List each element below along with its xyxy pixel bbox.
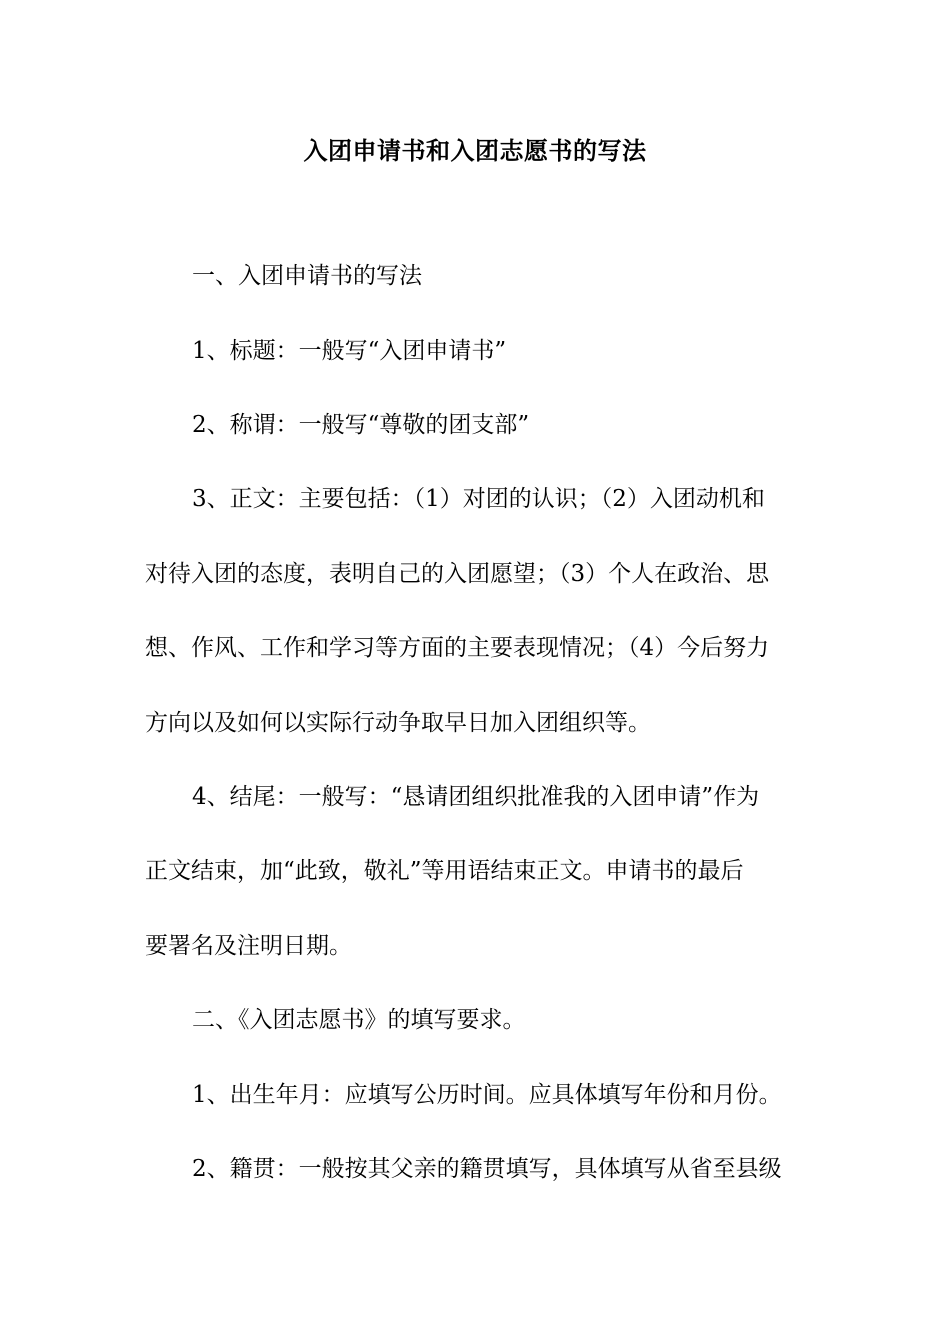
paragraph-line: 正文结束，加“此致，敬礼”等用语结束正文。申请书的最后	[145, 858, 744, 884]
paragraph-line: 方向以及如何以实际行动争取早日加入团组织等。	[145, 710, 651, 736]
paragraph-line: 3、正文：主要包括：（1）对团的认识；（2）入团动机和	[192, 486, 765, 512]
section-heading-1: 一、入团申请书的写法	[192, 263, 422, 289]
paragraph-line: 2、籍贯：一般按其父亲的籍贯填写，具体填写从省至县级	[192, 1156, 782, 1182]
section-heading-2: 二、《入团志愿书》的填写要求。	[192, 1007, 526, 1033]
paragraph-line: 1、出生年月：应填写公历时间。应具体填写年份和月份。	[192, 1082, 782, 1108]
document-title: 入团申请书和入团志愿书的写法	[303, 137, 647, 165]
paragraph-line: 4、结尾：一般写：“恳请团组织批准我的入团申请”作为	[192, 784, 760, 810]
paragraph-line: 要署名及注明日期。	[145, 933, 352, 959]
paragraph-line: 对待入团的态度，表明自己的入团愿望；（3）个人在政治、思	[145, 561, 770, 587]
paragraph-line: 想、作风、工作和学习等方面的主要表现情况；（4）今后努力	[145, 635, 770, 661]
paragraph-line: 2、称谓：一般写“尊敬的团支部”	[192, 412, 530, 438]
paragraph-line: 1、标题：一般写“入团申请书”	[192, 338, 507, 364]
